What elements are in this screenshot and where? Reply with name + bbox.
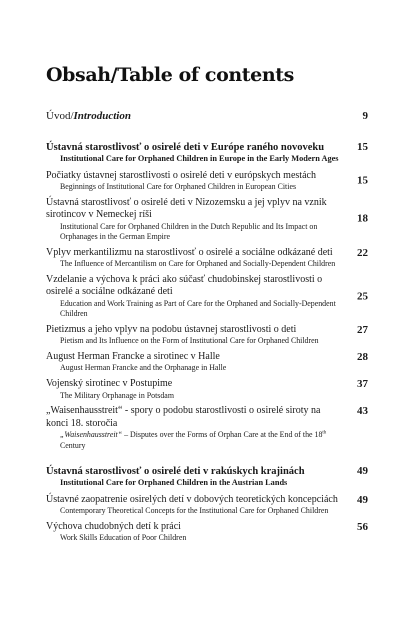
entry-page-number: 27 bbox=[357, 323, 368, 336]
entry-title-sk: Ústavné zaopatrenie osirelých detí v dobových teoretických koncepciách bbox=[46, 493, 338, 505]
toc-entry bbox=[46, 405, 368, 450]
entry-title-en-main: – Disputes over the Forms of Orphan Care at the End of the 18 bbox=[122, 430, 323, 440]
entry-title-en-sup: th bbox=[322, 430, 327, 436]
intro-label-sk: Úvod/ bbox=[46, 110, 74, 122]
entry-page-number: 25 bbox=[357, 290, 368, 303]
entry-page-number: 43 bbox=[357, 405, 368, 418]
intro-label-en: Introduction bbox=[73, 110, 131, 122]
entry-title-en: Institutional Care for Orphaned Children in the Dutch Republic and Its Impact on Orphanages in the German Empire bbox=[60, 221, 318, 241]
entry-title-sk: Vojenský sirotinec v Postupime bbox=[46, 378, 173, 390]
entry-title-sk: „Waisenhausstreit“ - spory o podobu starostlivosti o osirelé siroty na konci 18. storočia bbox=[46, 405, 321, 429]
toc-section-europe bbox=[46, 141, 368, 455]
section-page-number: 49 bbox=[357, 465, 368, 477]
page-title: Obsah/Table of contents bbox=[46, 64, 294, 86]
section-title-sk: Ústavná starostlivosť o osirelé deti v rakúskych krajinách bbox=[46, 466, 305, 477]
toc-entry bbox=[46, 378, 368, 401]
entry-title-sk: August Herman Francke a sirotinec v Halle bbox=[46, 350, 220, 362]
entry-page-number: 49 bbox=[357, 493, 368, 506]
entry-title-en: Contemporary Theoretical Concepts for the Institutional Care for Orphaned Children bbox=[60, 506, 329, 515]
entry-title-en: August Herman Francke and the Orphanage in Halle bbox=[60, 363, 227, 373]
entry-title-en bbox=[46, 430, 346, 450]
toc-entry bbox=[46, 494, 368, 517]
entry-page-number: 15 bbox=[357, 174, 368, 187]
entry-title-sk: Počiatky ústavnej starostlivosti o osirelé deti v európskych mestách bbox=[46, 169, 316, 181]
section-page-number: 15 bbox=[357, 141, 368, 153]
entry-title-sk: Vplyv merkantilizmu na starostlivosť o osirelé a sociálne odkázané deti bbox=[46, 246, 333, 258]
entry-title-sk: Výchova chudobných detí k práci bbox=[46, 520, 181, 532]
toc-entry bbox=[46, 197, 368, 242]
entry-title-sk: Ústavná starostlivosť o osirelé deti v Nizozemsku a jej vplyv na vznik sirotincov v Nemeckej ríši bbox=[46, 196, 327, 221]
toc-entry bbox=[46, 351, 368, 374]
entry-page-number: 37 bbox=[357, 378, 368, 391]
entry-title-en: Education and Work Training as Part of Care for the Orphaned and Socially-Dependent Children bbox=[60, 298, 336, 319]
toc-entry bbox=[46, 324, 368, 347]
entry-title-en-tail: Century bbox=[60, 440, 86, 450]
intro-page-number: 9 bbox=[362, 110, 368, 122]
entry-title-en-italic: „Waisenhausstreit“ bbox=[60, 430, 123, 440]
entry-page-number: 28 bbox=[357, 350, 368, 363]
entry-page-number: 56 bbox=[357, 520, 368, 533]
toc-entry bbox=[46, 521, 368, 544]
entry-title-en: The Influence of Mercantilism on Care for Orphaned and Socially-Dependent Children bbox=[60, 259, 336, 269]
entry-title-sk: Vzdelanie a výchova k práci ako súčasť chudobinskej starostlivosti o osirelé a sociálne odkázané deti bbox=[46, 273, 323, 298]
entry-title-sk: Pietizmus a jeho vplyv na podobu ústavnej starostlivosti o deti bbox=[46, 323, 297, 335]
toc-section-austria bbox=[46, 465, 368, 548]
section-heading bbox=[46, 465, 368, 489]
section-title-sk: Ústavná starostlivosť o osirelé deti v Európe raného novoveku bbox=[46, 142, 325, 153]
entry-title-en: Pietism and Its Influence on the Form of Institutional Care for Orphaned Children bbox=[60, 336, 319, 346]
entry-page-number: 22 bbox=[357, 246, 368, 259]
entry-title-en: The Military Orphanage in Potsdam bbox=[60, 390, 174, 400]
entry-title-en: Beginnings of Institutional Care for Orphaned Children in European Cities bbox=[60, 182, 297, 191]
toc-entry bbox=[46, 247, 368, 270]
section-title-en: Institutional Care for Orphaned Children in the Austrian Lands bbox=[60, 478, 288, 487]
toc-entry bbox=[46, 274, 368, 319]
section-title-en: Institutional Care for Orphaned Children in Europe in the Early Modern Ages bbox=[60, 154, 339, 163]
entry-title-en: Work Skills Education of Poor Children bbox=[60, 533, 187, 543]
toc-intro-entry bbox=[46, 110, 368, 122]
toc-entry bbox=[46, 170, 368, 193]
section-heading bbox=[46, 141, 368, 165]
entry-page-number: 18 bbox=[357, 212, 368, 225]
